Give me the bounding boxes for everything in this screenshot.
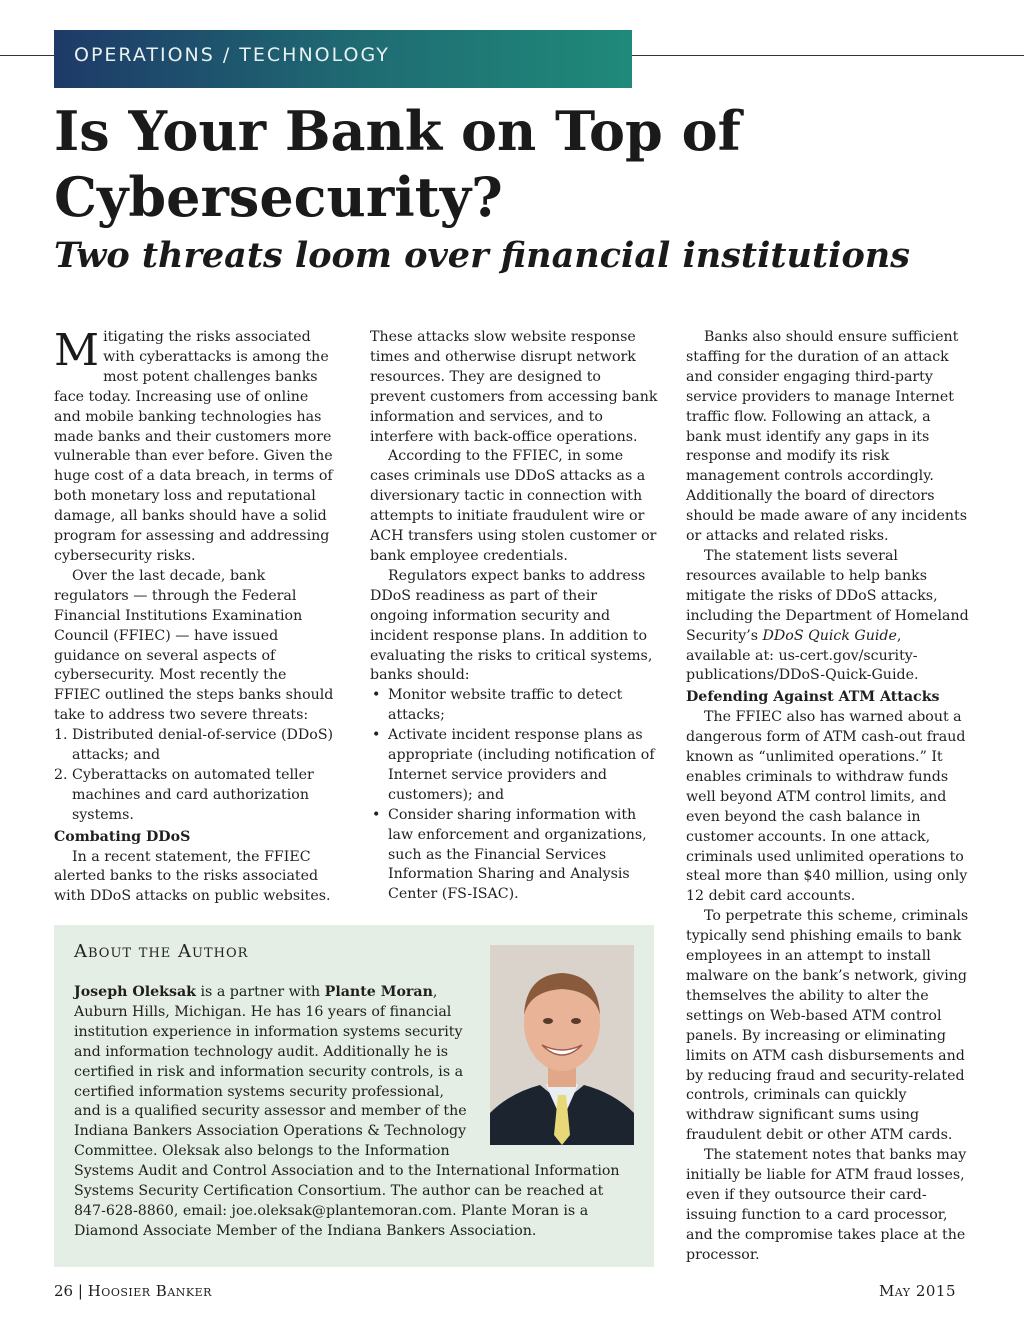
- paragraph: The statement notes that banks may initially be liable for ATM fraud losses, even if they outsource their card-issuing function to a card processor, and the compromise takes place at the processor.: [686, 1147, 967, 1263]
- drop-cap: M: [54, 325, 100, 376]
- paragraph: Banks also should ensure sufficient staffing for the duration of an attack and consider engaging third-party service providers to manage Internet traffic flow. Following an attack, a bank must identify any gaps in its response and modify its risk management controls accordingly. Additionally the board of directors should be made aware of any incidents or attacks and related risks.: [686, 329, 968, 545]
- author-name: Joseph Oleksak: [74, 984, 196, 1000]
- list-item: 2. Cyberattacks on automated teller machines and card authorization systems.: [72, 766, 336, 826]
- paragraph: These attacks slow website response times and otherwise disrupt network resources. They are designed to prevent customers from accessing bank information and services, and to interfere with back-office operations.: [370, 329, 658, 445]
- intro-paragraph: Mitigating the risks associated with cyberattacks is among the most potent challenges banks face today. Increasing use of online and mobile banking technologies has made banks and their customers more vulnerable than ever before. Given the huge cost of a data breach, in terms of both monetary loss and reputational damage, all banks should have a solid program for assessing and addressing cybersecurity risks.: [54, 325, 333, 564]
- paragraph: Over the last decade, bank regulators — through the Federal Financial Institutions Examination Council (FFIEC) — have issued guidance on several aspects of cybersecurity. Most recently the FFIEC outlined the steps banks should take to address two severe threats:: [54, 567, 334, 724]
- list-item: • Monitor website traffic to detect attacks;: [388, 686, 658, 726]
- publication-name: Hoosier Banker: [87, 1282, 212, 1300]
- article-title: Is Your Bank on Top of Cybersecurity?: [54, 99, 741, 229]
- column-2: [370, 328, 658, 905]
- header-rule-left: [0, 55, 54, 56]
- paragraph: In a recent statement, the FFIEC alerted banks to the risks associated with DDoS attacks on public websites.: [54, 848, 331, 905]
- threat-list: [54, 726, 336, 826]
- footer-page-info: [54, 1282, 212, 1300]
- recommendation-list: [370, 686, 658, 905]
- column-3: [686, 328, 970, 1266]
- author-bio: Joseph Oleksak is a partner with Plante Moran, Auburn Hills, Michigan. He has 16 years of financial institution experience in information systems security and information technology audit. Additionally he is certified in risk and information security controls, is a certified information systems security professional, and is a qualified security assessor and member of the Indiana Bankers Association Operations & Technology Committee. Oleksak also belongs to the Information Systems Audit and Control Association and to the International Information Systems Security Certification Consortium. The author can be reached at 847-628-8860, email: joe.oleksak@plantemoran.com. Plante Moran is a Diamond Associate Member of the Indiana Bankers Association.: [74, 984, 620, 1239]
- paragraph: The FFIEC also has warned about a dangerous form of ATM cash-out fraud known as “unlimited operations.” It enables criminals to withdraw funds well beyond ATM control limits, and even beyond the cash balance in customer accounts. In one attack, criminals used unlimited operations to steal more than $40 million, using only 12 debit card accounts.: [686, 709, 968, 905]
- section-heading-atm: Defending Against ATM Attacks: [686, 689, 940, 706]
- section-heading-ddos: Combating DDoS: [54, 828, 191, 845]
- page-number: 26: [54, 1282, 74, 1300]
- author-firm: Plante Moran: [324, 984, 433, 1000]
- section-label: OPERATIONS / TECHNOLOGY: [74, 44, 390, 66]
- header-rule-right: [632, 55, 1024, 56]
- article-subtitle: Two threats loom over financial institutions: [54, 235, 910, 276]
- list-item: • Consider sharing information with law enforcement and organizations, such as the Financial Services Information Sharing and Analysis Center (FS-ISAC).: [388, 806, 658, 906]
- guide-title: DDoS Quick Guide: [762, 627, 897, 644]
- column-1: [54, 325, 336, 907]
- paragraph: The statement lists several resources available to help banks mitigate the risks of DDoS attacks, including the Department of Homeland Security’s DDoS Quick Guide, available at: us-cert.gov/scurity-publications/DDoS-Quick-Guide.: [686, 547, 969, 684]
- section-banner: [54, 30, 632, 88]
- paragraph: According to the FFIEC, in some cases criminals use DDoS attacks as a diversionary tactic in connection with attempts to initiate fraudulent wire or ACH transfers using stolen customer or bank employee credentials.: [370, 448, 657, 564]
- paragraph: Regulators expect banks to address DDoS readiness as part of their ongoing information security and incident response plans. In addition to evaluating the risks to critical systems, banks should:: [370, 567, 653, 684]
- about-author-heading: About the Author: [74, 941, 249, 962]
- issue-date: May 2015: [878, 1282, 956, 1300]
- list-item: • Activate incident response plans as appropriate (including notification of Internet service providers and customers); and: [388, 726, 658, 806]
- about-author-box: [54, 925, 654, 1267]
- list-item: 1. Distributed denial-of-service (DDoS) attacks; and: [72, 726, 336, 766]
- paragraph: To perpetrate this scheme, criminals typically send phishing emails to bank employees in an attempt to install malware on the bank’s network, giving themselves the ability to alter the settings on Web-based ATM control panels. By increasing or eliminating limits on ATM cash disbursements and by reducing fraud and security-related controls, criminals can quickly withdraw significant sums using fraudulent debit or other ATM cards.: [686, 908, 969, 1144]
- footer-separator: |: [77, 1282, 83, 1300]
